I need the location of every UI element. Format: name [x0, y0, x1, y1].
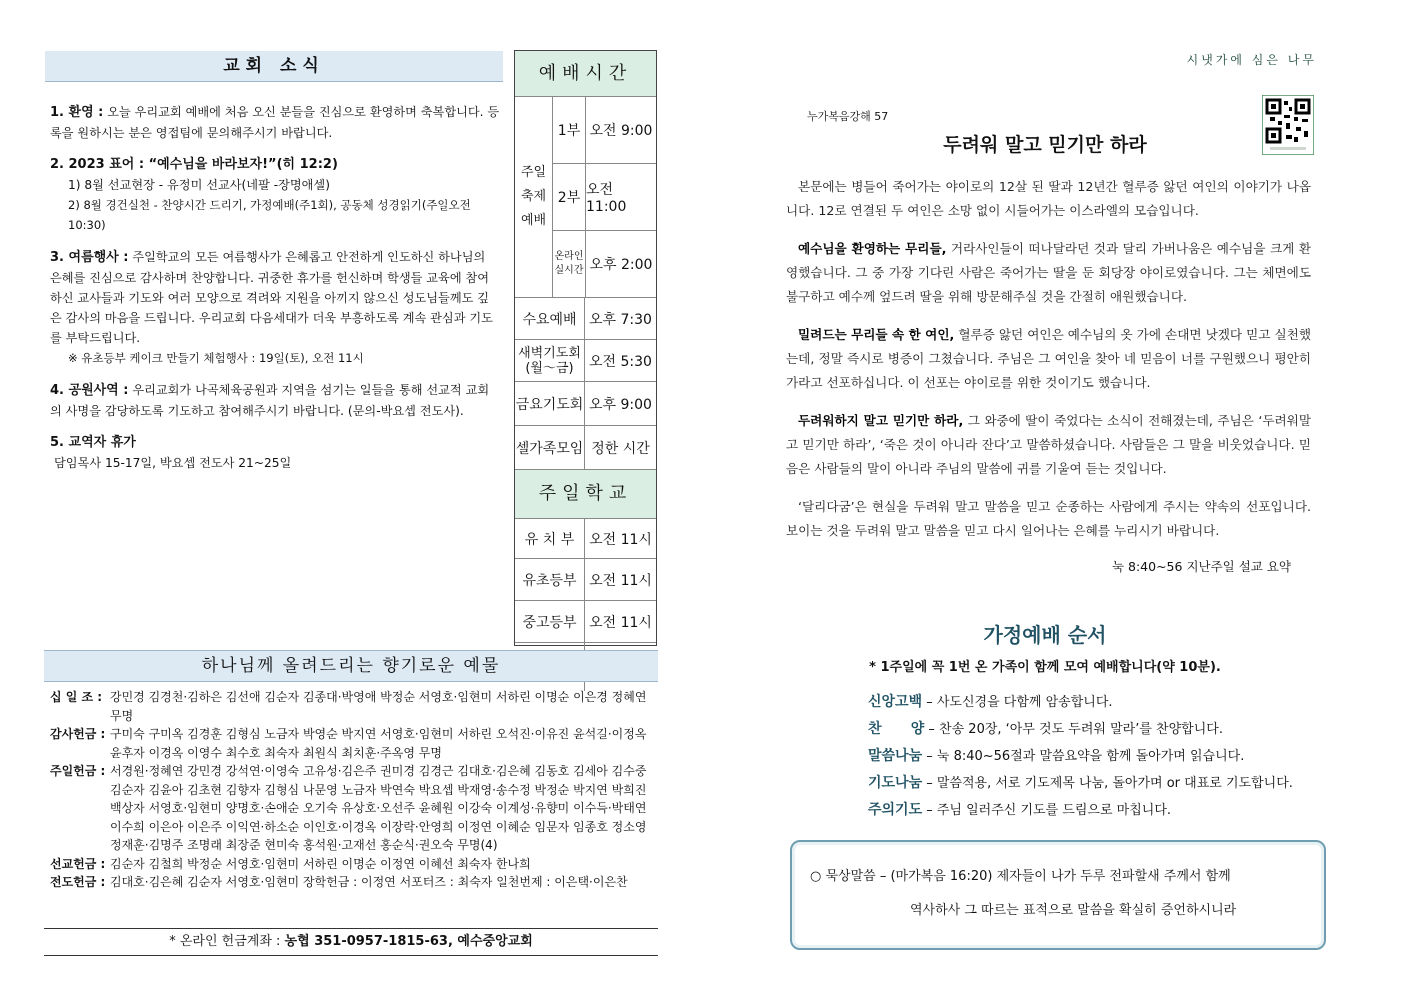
school-row-kinder: 유 치 부 오전 11시 [515, 519, 656, 559]
home-step: 찬 양 – 찬송 20장, ‘아무 것도 두려워 말라’를 찬양합니다. [868, 721, 1223, 737]
sunday-service-online: 온라인 실시간 오후 2:00 [553, 231, 656, 297]
home-step: 주의기도 – 주님 일러주신 기도를 드림으로 마칩니다. [868, 802, 1172, 818]
meditation-line: 역사하사 그 따르는 표적으로 말씀을 확실히 증언하시니라 [910, 903, 1237, 918]
meditation-verse-box [790, 840, 1326, 950]
sermon-title: 두려워 말고 믿기만 하라 [943, 134, 1147, 156]
sermon-paragraph: 본문에는 병들어 죽어가는 야이로의 12살 된 딸과 12년간 혈루증 앓던 여인의 이야기가 나옵니다. 12로 연결된 두 여인은 소망 없이 시들어가는 이스라엘의 모습입니다. [786, 179, 1311, 218]
sunday-service-1: 1부 오전 9:00 [553, 97, 656, 164]
sermon-body [786, 175, 1311, 557]
schedule-row-cell: 셀가족모임 정한 시간 [515, 426, 656, 470]
news-item-welcome: 1. 환영 : 오늘 우리교회 예배에 처음 오신 분들을 진심으로 환영하며 축복합니다. 등록을 원하시는 분은 영접팀에 문의해주시기 바랍니다. [50, 105, 500, 140]
home-worship-title: 가정예배 순서 [983, 623, 1107, 647]
sermon-paragraph: ‘달리다굼’은 현실을 두려워 말고 말씀을 믿고 순종하는 사람에게 주시는 약속의 선포입니다. 보이는 것을 두려워 말고 말씀을 믿고 다시 일어나는 은혜를 누리시기 바랍니다. [786, 499, 1311, 538]
bank-account-number: 농협 351-0957-1815-63, 예수중앙교회 [284, 934, 533, 949]
sunday-school-title: 주일학교 [515, 470, 656, 519]
sermon-paragraph: 두려워하지 말고 믿기만 하라, 그 와중에 딸이 죽었다는 소식이 전해졌는데, 주님은 ‘두려워말고 믿기만 하라’, ‘죽은 것이 아니라 잔다’고 말씀하셨습니다. 사람들은 그 말을 비웃었습니다. 믿음은 사람들의 말이 아니라 주님의 말씀에 귀를 기울여 듣는 것입니다. [786, 413, 1311, 476]
meditation-line: ○ 묵상말씀 – (마가복음 16:20) 제자들이 나가 두루 전파할새 주께서 함께 [810, 869, 1231, 884]
news-list [50, 102, 500, 485]
home-worship-steps [868, 689, 1318, 824]
brand-title: 시냇가에 심은 나무 [1186, 53, 1317, 67]
school-row-youth: 중고등부 오전 11시 [515, 601, 656, 643]
offering-list [50, 688, 660, 892]
sermon-series: 누가복음강해 57 [807, 110, 889, 123]
offering-row-thanks: 감사헌금 : 구미숙 구미옥 김경훈 김형심 노금자 박영순 박지연 서영호·임현미 서하린 오석진·이유진 윤석길·이정옥 윤후자 이경옥 이영수 최수호 최숙자 최원식 최치훈·주옥영 무명 [50, 727, 647, 760]
sunday-service-2: 2부 오전 11:00 [553, 164, 656, 231]
news-item-park: 4. 공원사역 : 우리교회가 나곡체육공원과 지역을 섬기는 일들을 통해 선교적 교회의 사명을 감당하도록 기도하고 참여해주시기 바랍니다. (문의-박요셉 전도사). [50, 383, 490, 418]
home-step: 신앙고백 – 사도신경을 다함께 암송합니다. [868, 694, 1113, 710]
sermon-paragraph: 밀려드는 무리들 속 한 여인, 혈루증 앓던 여인은 예수님의 옷 가에 손대면 낫겠다 믿고 실천했는데, 정말 즉시로 병증이 그쳤습니다. 주님은 그 여인을 찾아 네 믿음이 너를 구원했으니 평안히 가라고 선포하십니다. 이 선포는 야이로를 위한 것이기도 했습니다. [786, 327, 1311, 390]
home-worship-subtitle: * 1주일에 꼭 1번 온 가족이 함께 모여 예배합니다(약 10분). [869, 660, 1221, 675]
offering-row-evangelism: 전도헌금 : 김대호·김은혜 김순자 서영호·임현미 장학헌금 : 이정연 서포터즈 : 최숙자 일천번제 : 이은택·이은찬 [50, 875, 628, 889]
schedule-title: 예배시간 [515, 51, 656, 97]
schedule-row-wednesday: 수요예배 오후 7:30 [515, 298, 656, 340]
offering-title: 하나님께 올려드리는 향기로운 예물 [44, 650, 658, 682]
sunday-worship [515, 97, 656, 298]
offering-row-sunday: 주일헌금 : 서경원·정혜연 강민경 강석연·이영숙 고유성·김은주 권미경 김경근 김대호·김은혜 김동호 김세아 김수중 김순자 김윤아 김초현 김향자 김형심 나문영 노금자 박연숙 박요셉 박재영·송수정 박정순 박지연 박희진 백상자 서영호·임현미 양명호·손애순 오기숙 유상호·오선주 윤혜원 이강숙 이계성·유향미 이수득·박태연 이수희 이은아 이은주 이익연·하소순 이인호·이경옥 이장락·안영희 이정연 이혜순 임문자 임종호 정소영 정재훈·김명주 조명래 최장준 현미숙 홍석원·고재선 홍순식·권오숙 무명(4) [50, 764, 647, 852]
worship-schedule-table [514, 50, 657, 646]
schedule-row-friday: 금요기도회 오후 9:00 [515, 382, 656, 426]
school-row-elementary: 유초등부 오전 11시 [515, 559, 656, 601]
sermon-paragraph: 예수님을 환영하는 무리들, 거라사인들이 떠나달라던 것과 달리 가버나움은 예수님을 크게 환영했습니다. 그 중 가장 기다린 사람은 죽어가는 딸을 둔 회당장 야이로였습니다. 그는 체면에도 불구하고 예수께 엎드려 딸을 위해 방문해주실 것을 간절히 애원했습니다. [786, 241, 1312, 304]
sunday-label: 주일 축제 예배 [515, 97, 553, 297]
home-step: 말씀나눔 – 눅 8:40~56절과 말씀요약을 함께 돌아가며 읽습니다. [868, 748, 1245, 764]
schedule-row-dawn: 새벽기도회 (월～금) 오전 5:30 [515, 340, 656, 382]
news-item-motto: 2. 2023 표어 : “예수님을 바라보자!”(히 12:2) 1) 8월 선교현장 - 유정미 선교사(네팔 -장명애셀) 2) 8월 경건실천 - 찬양시간 드리기, 가정예배(주1회), 공동체 성경읽기(주일오전10:30) [50, 157, 471, 232]
home-step: 기도나눔 – 말씀적용, 서로 기도제목 나눔, 돌아가며 or 대표로 기도합니다. [868, 775, 1293, 791]
news-title: 교회 소식 [45, 51, 503, 82]
news-item-vacation: 5. 교역자 휴가 담임목사 15-17일, 박요셉 전도사 21~25일 [50, 435, 292, 470]
bank-account: * 온라인 헌금계좌 : 농협 351-0957-1815-63, 예수중앙교회 [44, 928, 658, 956]
offering-row-tithe: 십 일 조 : 강민경 김경천·김하은 김선애 김순자 김종대·박영애 박정순 서영호·임현미 서하린 이명순 이은경 정혜연 무명 [50, 690, 647, 723]
sermon-reference: 눅 8:40~56 지난주일 설교 요약 [1111, 559, 1291, 574]
offering-row-mission: 선교헌금 : 김순자 김철희 박정순 서영호·임현미 서하린 이명순 이정연 이혜선 최숙자 한나희 [50, 856, 531, 871]
news-item-summer: 3. 여름행사 : 주일학교의 모든 여름행사가 은혜롭고 안전하게 인도하신 하나님의 은혜를 진심으로 감사하며 찬양합니다. 귀중한 휴가를 헌신하며 학생들 교육에 참여하신 교사들과 기도와 여러 모양으로 격려와 지원을 아끼지 않으신 성도님들께도 깊은 감사의 마음을 드립니다. 우리교회 다음세대가 더욱 부흥하도록 계속 관심과 기도를 부탁드립니다. ※ 유초등부 케이크 만들기 체험행사 : 19일(토), 오전 11시 [50, 250, 493, 365]
